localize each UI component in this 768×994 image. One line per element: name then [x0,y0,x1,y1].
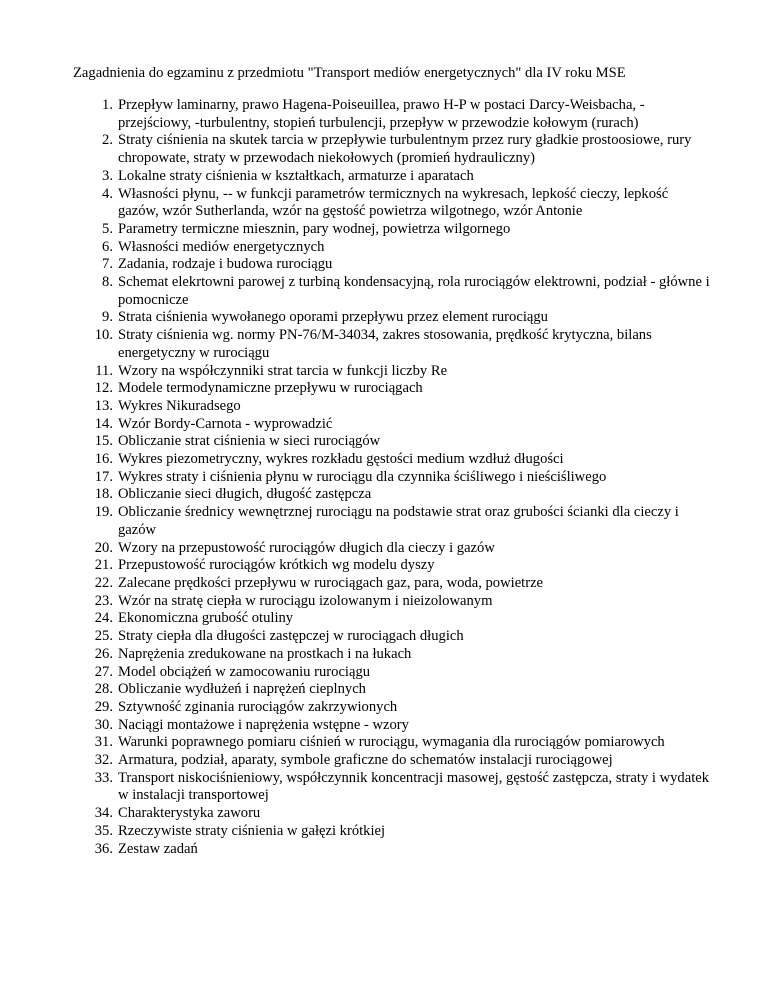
list-item [72,823,712,841]
list-item [72,451,712,469]
list-item [72,469,712,487]
list-item-text: Zadania, rodzaje i budowa rurociągu [118,256,333,273]
list-item [72,593,712,611]
list-item-number: 21. [94,557,113,574]
list-item [72,770,712,805]
list-item [72,841,712,859]
list-item [72,504,712,539]
list-item-number: 11. [95,362,113,379]
list-item-number: 24. [94,610,113,627]
list-item [72,309,712,327]
list-item-text: Przepustowość rurociągów krótkich wg modelu dyszy [118,557,435,574]
list-item-number: 4. [102,185,113,202]
list-item-text: Przepływ laminarny, prawo Hagena-Poiseuillea, prawo H-P w postaci Darcy-Weisbacha, -przejściowy, -turbulentny, stopień turbulencji, przepływ w przewodzie kołowym (rurach) [118,97,645,131]
list-item-text: Sztywność zginania rurociągów zakrzywionych [118,698,398,715]
list-item [72,699,712,717]
list-item-text: Ekonomiczna grubość otuliny [118,610,294,627]
list-item-number: 25. [94,628,113,645]
list-item-number: 7. [102,256,113,273]
list-item-number: 12. [94,380,113,397]
list-item [72,221,712,239]
list-item-text: Model obciążeń w zamocowaniu rurociągu [118,663,371,680]
list-item-text: Własności mediów energetycznych [118,238,325,255]
list-item-number: 9. [102,309,113,326]
list-item-text: Transport niskociśnieniowy, współczynnik koncentracji masowej, gęstość zastępcza, straty i wydatek w instalacji transportowej [118,769,710,804]
list-item-number: 23. [94,592,113,609]
list-item-text: Charakterystyka zaworu [118,805,261,822]
list-item-text: Wzór na stratę ciepła w rurociągu izolowanym i nieizolowanym [118,592,493,609]
list-item-number: 13. [94,397,113,414]
list-item [72,256,712,274]
list-item-text: Modele termodynamiczne przepływu w rurociągach [118,380,423,397]
list-item-number: 5. [102,220,113,237]
list-item [72,681,712,699]
list-item-number: 1. [102,97,113,113]
list-item-text: Wzory na przepustowość rurociągów długich dla cieczy i gazów [118,539,495,556]
list-item [72,610,712,628]
list-item [72,186,712,221]
list-item [72,380,712,398]
list-item [72,628,712,646]
list-item [72,557,712,575]
list-item [72,752,712,770]
list-item-text: Zestaw zadań [118,840,198,857]
document-title: Zagadnienia do egzaminu z przedmiotu "Transport mediów energetycznych" dla IV roku MSE [73,65,626,81]
list-item [72,646,712,664]
list-item-text: Wykres Nikuradsego [118,397,241,414]
list-item-text: Wzory na współczynniki strat tarcia w funkcji liczby Re [118,362,448,379]
list-item-number: 3. [102,167,113,184]
list-item-number: 19. [94,504,113,521]
list-item-number: 34. [94,805,113,822]
list-item-text: Własności płynu, -- w funkcji parametrów termicznych na wykresach, lepkość cieczy, lepkość gazów, wzór Sutherlanda, wzór na gęstość powietrza wilgotnego, wzór Antonie [118,185,669,220]
list-item-text: Wykres straty i ciśnienia płynu w rurociągu dla czynnika ściśliwego i nieściśliwego [118,468,607,485]
list-item [72,363,712,381]
list-item [72,433,712,451]
list-item-number: 29. [94,698,113,715]
list-item-text: Obliczanie wydłużeń i naprężeń cieplnych [118,681,366,698]
list-item-number: 15. [94,433,113,450]
list-item [72,97,712,132]
list-item-text: Naprężenia zredukowane na prostkach i na łukach [118,645,412,662]
list-item-text: Zalecane prędkości przepływu w rurociągach gaz, para, woda, powietrze [118,574,544,591]
list-item-text: Obliczanie średnicy wewnętrznej rurociągu na podstawie strat oraz grubości ścianki dla cieczy i gazów [118,504,679,538]
list-item-number: 16. [94,451,113,468]
list-item-number: 31. [94,734,113,751]
list-item-text: Warunki poprawnego pomiaru ciśnień w rurociągu, wymagania dla rurociągów pomiarowych [118,734,665,751]
list-item [72,132,712,167]
list-item-number: 22. [94,574,113,591]
list-item-text: Wzór Bordy-Carnota - wyprowadzić [118,415,333,432]
list-item-text: Wykres piezometryczny, wykres rozkładu gęstości medium wzdłuż długości [118,451,564,468]
list-item-text: Parametry termiczne miesznin, pary wodnej, powietrza wilgornego [118,220,511,237]
list-item [72,575,712,593]
list-item-number: 35. [94,822,113,839]
list-item-text: Obliczanie sieci długich, długość zastępcza [118,486,372,503]
list-item [72,664,712,682]
list-item [72,398,712,416]
list-item [72,327,712,362]
list-item-number: 14. [94,415,113,432]
list-item [72,486,712,504]
exam-topics-list [72,97,712,858]
list-item-text: Rzeczywiste straty ciśnienia w gałęzi krótkiej [118,822,386,839]
list-item-text: Naciągi montażowe i naprężenia wstępne - wzory [118,716,409,733]
list-item [72,540,712,558]
list-item-number: 6. [102,238,113,255]
list-item [72,805,712,823]
list-item-number: 32. [94,752,113,769]
list-item-number: 30. [94,716,113,733]
list-item-text: Straty ciepła dla długości zastępczej w rurociągach długich [118,628,464,645]
list-item-number: 17. [94,468,113,485]
list-item-text: Straty ciśnienia na skutek tarcia w przepływie turbulentnym przez rury gładkie prostoosiowe, rury chropowate, straty w przewodach niekołowych (promień hydrauliczny) [118,132,692,167]
list-item-number: 33. [94,769,113,786]
list-item-number: 8. [102,274,113,291]
list-item-text: Strata ciśnienia wywołanego oporami przepływu przez element rurociągu [118,309,548,326]
list-item-text: Schemat elekrtowni parowej z turbiną kondensacyjną, rola rurociągów elektrowni, podział - główne i pomocnicze [118,274,710,308]
list-item [72,717,712,735]
list-item-number: 28. [94,681,113,698]
list-item [72,274,712,309]
list-item-text: Lokalne straty ciśnienia w kształtkach, armaturze i aparatach [118,167,474,184]
list-item-number: 2. [102,132,113,149]
list-item-number: 10. [94,327,113,344]
list-item-text: Obliczanie strat ciśnienia w sieci rurociągów [118,433,381,450]
list-item-text: Armatura, podział, aparaty, symbole graficzne do schematów instalacji rurociągowej [118,752,613,769]
list-item-number: 18. [94,486,113,503]
list-item-number: 20. [94,539,113,556]
list-item-number: 26. [94,645,113,662]
list-item-number: 36. [94,840,113,857]
list-item-number: 27. [94,663,113,680]
list-item [72,734,712,752]
list-item [72,239,712,257]
list-item [72,168,712,186]
list-item-text: Straty ciśnienia wg. normy PN-76/M-34034, zakres stosowania, prędkość krytyczna, bilans energetyczny w rurociągu [118,327,652,361]
list-item [72,416,712,434]
